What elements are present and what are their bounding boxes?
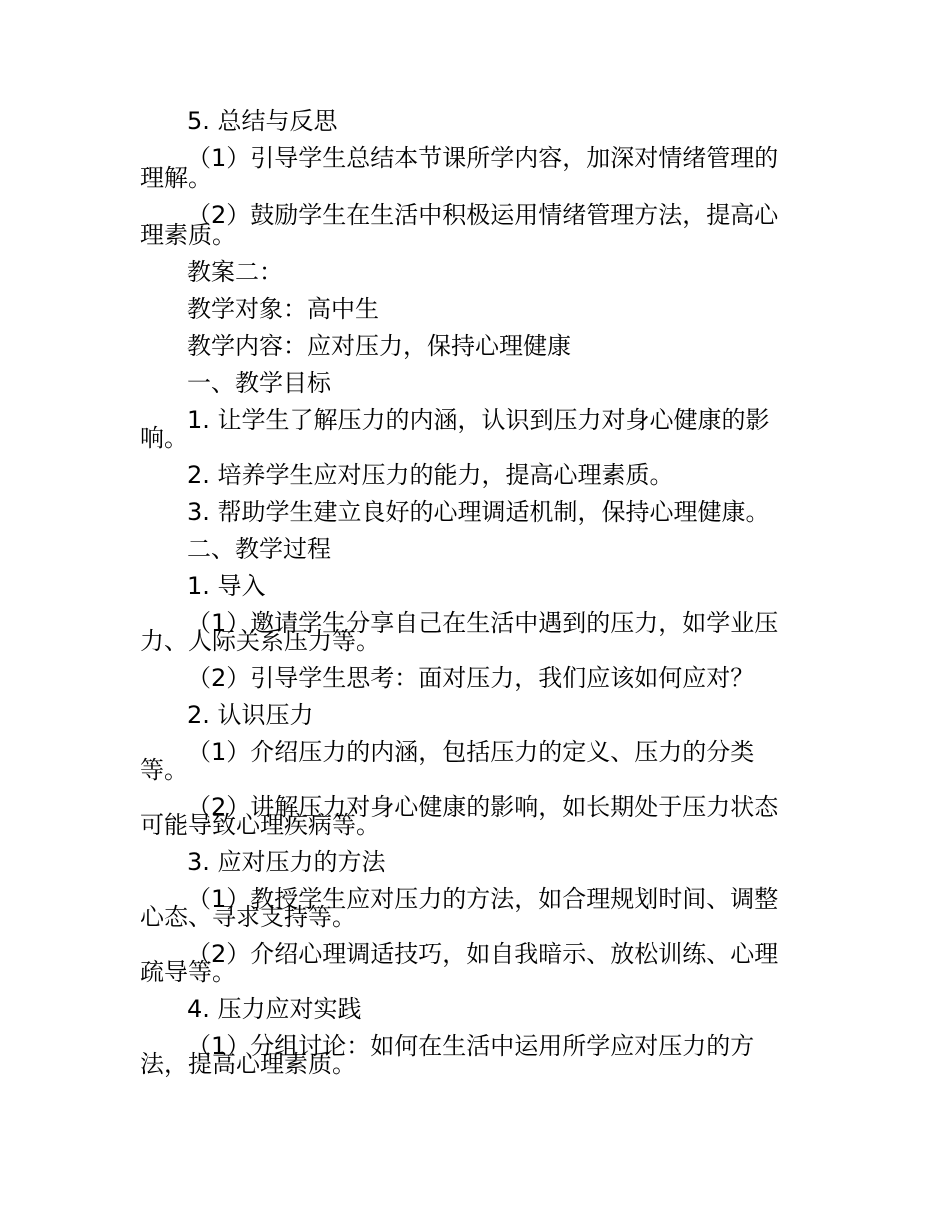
goal-item-1: [140, 402, 800, 457]
text-line: （2）介绍心理调适技巧，如自我暗示、放松训练、心理: [187, 940, 779, 968]
text-line: 二、教学过程: [187, 535, 331, 563]
step-heading-understand: [140, 697, 800, 734]
text-line: （1）介绍压力的内涵，包括压力的定义、压力的分类: [187, 738, 755, 766]
section-heading-process: [140, 531, 800, 568]
section-heading-goals: [140, 365, 800, 402]
text-line: 理素质。: [140, 221, 236, 249]
text-line: 可能导致心理疾病等。: [140, 811, 380, 839]
text-line: 等。: [140, 756, 188, 784]
heading-summary: [140, 103, 800, 140]
text-line: 教学对象：高中生: [187, 295, 379, 323]
step-heading-practice: [140, 991, 800, 1028]
paragraph-summary-2: [140, 197, 800, 254]
text-line: 法，提高心理素质。: [140, 1050, 356, 1078]
text-line: 2. 培养学生应对压力的能力，提高心理素质。: [187, 461, 674, 489]
teaching-target: [140, 291, 800, 328]
text-line: 力、人际关系压力等。: [140, 627, 380, 655]
text-line: 1. 让学生了解压力的内涵，认识到压力对身心健康的影: [187, 406, 770, 434]
text-line: （1）邀请学生分享自己在生活中遇到的压力，如学业压: [187, 609, 779, 637]
text-line: 心态、寻求支持等。: [140, 903, 356, 931]
text-line: 疏导等。: [140, 958, 236, 986]
text-line: 2. 认识压力: [187, 701, 314, 729]
goal-item-3: [140, 494, 800, 531]
text-line: 3. 应对压力的方法: [187, 848, 386, 876]
text-line: 1. 导入: [187, 572, 266, 600]
text-line: （2）鼓励学生在生活中积极运用情绪管理方法，提高心: [187, 201, 779, 229]
methods-item-2: [140, 936, 800, 991]
text-line: 教学内容：应对压力，保持心理健康: [187, 332, 571, 360]
lesson-plan-two-label: [140, 254, 800, 291]
text-line: 响。: [140, 424, 188, 452]
step-heading-intro: [140, 568, 800, 605]
intro-item-1: [140, 605, 800, 660]
text-line: 5. 总结与反思: [187, 107, 338, 135]
document-body: [140, 103, 800, 1083]
understand-item-1: [140, 734, 800, 789]
teaching-content: [140, 328, 800, 365]
text-line: （1）教授学生应对压力的方法，如合理规划时间、调整: [187, 885, 779, 913]
step-heading-methods: [140, 844, 800, 881]
text-line: 3. 帮助学生建立良好的心理调适机制，保持心理健康。: [187, 498, 770, 526]
text-line: 理解。: [140, 164, 212, 192]
methods-item-1: [140, 881, 800, 936]
text-line: （1）分组讨论：如何在生活中运用所学应对压力的方: [187, 1032, 755, 1060]
text-line: （2）讲解压力对身心健康的影响，如长期处于压力状态: [187, 793, 779, 821]
text-line: 4. 压力应对实践: [187, 995, 362, 1023]
text-line: 教案二：: [187, 258, 283, 286]
text-line: （1）引导学生总结本节课所学内容，加深对情绪管理的: [187, 144, 779, 172]
intro-item-2: [140, 660, 800, 697]
goal-item-2: [140, 457, 800, 494]
paragraph-summary-1: [140, 140, 800, 197]
practice-item-1: [140, 1028, 800, 1083]
understand-item-2: [140, 789, 800, 844]
text-line: 一、教学目标: [187, 369, 331, 397]
text-line: （2）引导学生思考：面对压力，我们应该如何应对？: [187, 664, 755, 692]
